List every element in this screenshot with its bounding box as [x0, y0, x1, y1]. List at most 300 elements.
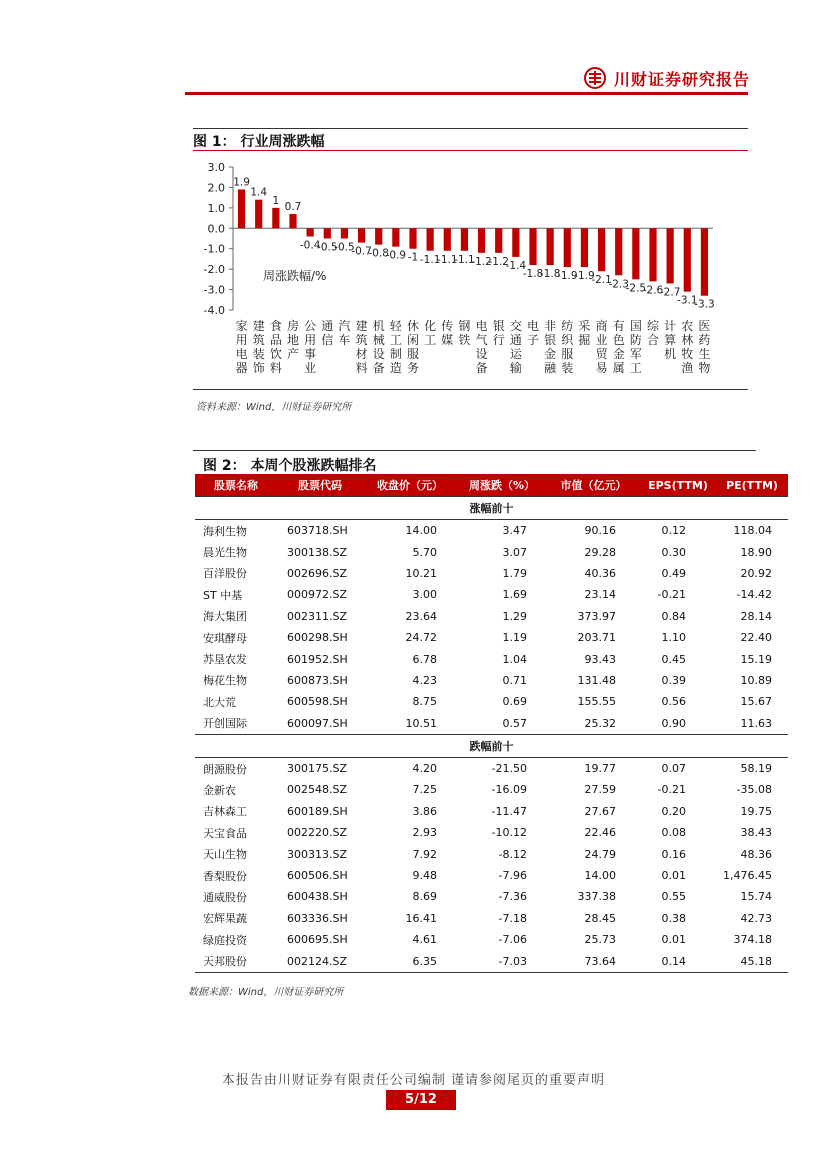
eps-ttm: 0.08	[661, 826, 686, 840]
market-cap: 73.64	[547, 950, 640, 972]
category-label	[527, 318, 539, 347]
eps-ttm: 0.01	[661, 869, 686, 883]
stock-code: 600873.SH	[287, 673, 348, 687]
pe-ttm: 374.18	[733, 933, 772, 947]
table-row	[195, 822, 788, 843]
category-label	[493, 319, 505, 347]
category-label	[681, 319, 693, 375]
category-label-char: 林	[681, 333, 694, 347]
eps-ttm: 0.90	[640, 713, 716, 735]
close-price: 16.41	[405, 911, 437, 925]
pe-ttm: 19.75	[740, 804, 772, 818]
weekly-change: 1.79	[502, 566, 527, 580]
section-gainers	[195, 497, 788, 520]
col-header-close: 收盘价（元）	[363, 474, 457, 497]
eps-ttm: 0.49	[661, 566, 686, 580]
category-label	[356, 318, 368, 375]
category-label-char: 家	[235, 319, 248, 333]
bar-value-label: -3.1	[677, 294, 698, 307]
stock-name: 金新农	[203, 783, 236, 797]
category-label-char: 掘	[578, 333, 591, 347]
weekly-change: 1.04	[502, 652, 527, 666]
bar	[461, 228, 468, 250]
eps-ttm: 0.20	[661, 804, 686, 818]
table-row	[195, 865, 788, 886]
eps-ttm: 0.16	[661, 847, 686, 861]
bar	[375, 228, 382, 244]
table-row	[195, 541, 788, 562]
figure2-title: 图 2： 本周个股涨跌幅排名	[203, 458, 377, 474]
bar	[427, 228, 434, 250]
weekly-change: -21.50	[491, 762, 527, 776]
bar-value-label: -1.2	[471, 255, 492, 268]
y-tick-label: -4.0	[203, 304, 225, 317]
bar-value-label: -2.3	[608, 278, 629, 291]
bar	[512, 228, 519, 257]
category-label-char: 造	[389, 361, 402, 375]
close-price: 4.23	[412, 673, 437, 687]
category-label-char: 综	[646, 319, 660, 333]
pe-ttm: 15.67	[740, 695, 772, 709]
close-price: 23.64	[405, 609, 437, 623]
close-price: 5.70	[412, 545, 437, 559]
stock-code: 600695.SH	[287, 933, 348, 947]
category-label-char: 品	[269, 333, 282, 347]
category-label-char: 备	[475, 361, 488, 375]
eps-ttm: 0.01	[661, 933, 686, 947]
category-label-char: 属	[612, 361, 625, 375]
category-label-char: 色	[612, 333, 625, 347]
bar	[615, 228, 622, 275]
stock-code: 300175.SZ	[287, 762, 348, 776]
weekly-change: -7.03	[457, 950, 547, 972]
category-label-char: 军	[629, 347, 642, 361]
eps-ttm: -0.21	[657, 588, 686, 602]
category-label-char: 通	[321, 319, 334, 333]
stock-code: 600097.SH	[277, 713, 363, 735]
category-label	[304, 319, 316, 375]
stock-code: 603718.SH	[287, 524, 348, 538]
stock-ranking-table	[195, 474, 788, 973]
col-header-market-cap: 市值（亿元）	[547, 474, 640, 497]
weekly-change: -16.09	[491, 783, 527, 797]
category-label	[630, 319, 642, 375]
bar-value-label: -2.6	[642, 284, 664, 297]
bar-value-label: -0.7	[351, 245, 372, 258]
market-cap: 90.16	[584, 524, 616, 538]
category-label	[458, 319, 470, 347]
category-label-char: 牧	[681, 347, 694, 361]
category-label-char: 地	[286, 333, 300, 347]
bar	[684, 228, 691, 291]
bar	[529, 228, 536, 265]
weekly-change: 0.71	[502, 673, 527, 687]
bar	[255, 200, 262, 229]
table-row	[195, 691, 788, 712]
category-label-char: 渔	[681, 361, 694, 375]
category-label-char: 物	[698, 361, 711, 375]
stock-code: 002548.SZ	[287, 783, 348, 797]
category-label	[390, 319, 403, 375]
category-label-char: 非	[544, 319, 557, 333]
figure1-source: 资料来源：Wind，川财证券研究所	[196, 402, 352, 413]
bar	[495, 228, 502, 253]
category-label-char: 融	[544, 361, 557, 375]
section-gainers-label: 涨幅前十	[195, 497, 788, 520]
close-price: 8.69	[412, 890, 437, 904]
market-cap: 24.79	[584, 847, 616, 861]
legend-label: 周涨跌幅/%	[263, 269, 327, 283]
stock-name: ST 中基	[203, 588, 243, 602]
category-labels	[236, 318, 711, 375]
col-header-code: 股票代码	[277, 474, 363, 497]
bar-value-label: -1.1	[437, 253, 458, 266]
category-label-char: 商	[595, 319, 608, 333]
close-price: 8.75	[412, 695, 437, 709]
bar-value-label: -1.1	[454, 253, 475, 266]
category-label-char: 筑	[355, 333, 368, 347]
category-label-char: 行	[492, 333, 505, 347]
stock-code: 002124.SZ	[277, 950, 363, 972]
category-label	[476, 318, 488, 375]
bar-value-label: -2.7	[659, 286, 681, 299]
weekly-change: 0.57	[457, 713, 547, 735]
table-row	[195, 713, 788, 735]
weekly-change: 1.29	[502, 609, 527, 623]
bar	[272, 208, 279, 228]
eps-ttm: 0.55	[661, 890, 686, 904]
bar	[598, 228, 605, 271]
market-cap: 40.36	[584, 566, 616, 580]
stock-code: 600438.SH	[287, 890, 348, 904]
category-label-char: 电	[235, 347, 248, 361]
category-label-char: 设	[475, 347, 488, 361]
category-label-char: 服	[406, 347, 420, 361]
category-label-char: 电	[526, 319, 540, 333]
category-label-char: 气	[475, 333, 488, 347]
bar-value-label: -2.5	[625, 282, 647, 295]
section-losers-label: 跌幅前十	[195, 734, 788, 757]
category-label-char: 机	[372, 319, 385, 333]
category-label-char: 备	[372, 361, 385, 375]
pe-ttm: 28.14	[740, 609, 772, 623]
category-label-char: 合	[646, 333, 660, 347]
bar-value-label: 0.7	[284, 200, 302, 213]
bar-value-label: 1.4	[250, 186, 268, 199]
eps-ttm: 0.84	[661, 609, 686, 623]
brand-name: 川财证券研究报告	[614, 69, 751, 89]
category-label-char: 用	[235, 333, 248, 347]
stock-name: 晨光生物	[203, 546, 247, 560]
col-header-pe: PE(TTM)	[716, 474, 788, 497]
category-label	[664, 318, 676, 361]
category-label	[698, 319, 710, 375]
col-header-eps: EPS(TTM)	[640, 474, 716, 497]
category-label	[561, 319, 574, 375]
figure2-source: 数据来源：Wind，川财证券研究所	[188, 987, 344, 998]
close-price: 24.72	[405, 631, 437, 645]
category-label-char: 休	[406, 319, 420, 333]
bar	[632, 228, 639, 279]
market-cap: 22.46	[584, 826, 616, 840]
category-label-char: 运	[509, 347, 522, 361]
category-label-char: 器	[235, 361, 248, 375]
category-label-char: 业	[595, 333, 608, 347]
table-header-row	[195, 474, 788, 497]
weekly-change: -10.12	[491, 826, 527, 840]
pe-ttm: 11.63	[716, 713, 788, 735]
bar-value-label: -1.9	[557, 270, 578, 283]
market-cap: 25.73	[584, 933, 616, 947]
bar-value-label: -1.8	[539, 268, 561, 281]
col-header-change: 周涨跌（%）	[457, 474, 547, 497]
category-label-char: 材	[355, 347, 368, 361]
stock-name: 吉林森工	[203, 805, 247, 819]
category-label-char: 建	[355, 319, 368, 333]
category-label-char: 务	[406, 361, 420, 375]
category-label-char: 料	[269, 361, 282, 375]
category-label-char: 工	[629, 361, 642, 375]
stock-name: 通威股份	[203, 890, 247, 904]
category-label-char: 电	[475, 319, 488, 333]
weekly-change: -7.96	[498, 869, 527, 883]
pe-ttm: 15.74	[740, 890, 772, 904]
category-label	[424, 319, 436, 347]
stock-name: 香梨股份	[203, 869, 247, 883]
eps-ttm: 0.12	[661, 524, 686, 538]
header-rule	[185, 92, 748, 95]
pe-ttm: 10.89	[740, 673, 772, 687]
bar	[358, 228, 365, 242]
category-label-char: 工	[389, 333, 402, 347]
market-cap: 19.77	[584, 762, 616, 776]
pe-ttm: 58.19	[740, 762, 772, 776]
category-label-char: 媒	[441, 333, 454, 347]
table-row	[195, 908, 788, 929]
brand-logo-icon	[584, 67, 606, 89]
category-label-char: 信	[321, 333, 334, 347]
category-label-char: 化	[424, 319, 437, 333]
category-label-char: 公	[304, 319, 317, 333]
report-brand	[584, 66, 750, 90]
footer-disclaimer: 本报告由川财证券有限责任公司编制 谨请参阅尾页的重要声明	[221, 1073, 606, 1088]
weekly-change: 3.47	[502, 524, 527, 538]
category-label-char: 有	[612, 319, 625, 333]
market-cap: 131.48	[577, 673, 616, 687]
eps-ttm: 0.30	[661, 545, 686, 559]
bar-value-label: 1	[272, 194, 280, 207]
bar-value-label: -0.8	[368, 247, 389, 260]
stock-code: 000972.SZ	[287, 588, 348, 602]
category-label-char: 建	[252, 319, 265, 333]
category-label-char: 金	[544, 347, 557, 361]
table-row	[195, 648, 788, 669]
stock-code: 600298.SH	[287, 631, 348, 645]
category-label	[373, 318, 385, 375]
bar	[444, 228, 451, 250]
category-label-char: 铁	[458, 333, 471, 347]
bar-value-label: -0.9	[385, 249, 407, 262]
eps-ttm: 0.39	[661, 673, 686, 687]
weekly-change: -7.06	[498, 933, 527, 947]
stock-name: 梅花生物	[203, 674, 247, 688]
pe-ttm: 20.92	[740, 566, 772, 580]
bar	[667, 228, 674, 283]
stock-code: 600189.SH	[287, 804, 348, 818]
bar	[564, 228, 571, 267]
pe-ttm: -14.42	[736, 588, 772, 602]
stock-name: 天宝食品	[203, 826, 247, 840]
figure1-title: 图 1： 行业周涨跌幅	[193, 134, 325, 150]
category-label-char: 业	[304, 361, 317, 375]
category-label	[596, 318, 609, 375]
bar	[289, 214, 296, 228]
category-label-char: 通	[509, 333, 522, 347]
close-price: 2.93	[412, 826, 437, 840]
table-row	[195, 606, 788, 627]
bar	[701, 228, 708, 295]
pe-ttm: 42.73	[740, 911, 772, 925]
table-row	[195, 929, 788, 950]
category-label-char: 纺	[561, 319, 574, 333]
bar-value-label: -3.3	[694, 298, 715, 311]
stock-name: 天山生物	[203, 848, 247, 862]
weekly-change: -7.36	[498, 890, 527, 904]
category-label-char: 输	[509, 361, 522, 375]
bar-value-label: -2.1	[591, 274, 612, 287]
y-tick-label: -2.0	[203, 263, 225, 277]
close-price: 6.78	[412, 652, 437, 666]
market-cap: 337.38	[577, 890, 616, 904]
weekly-change: 1.69	[502, 588, 527, 602]
category-label	[510, 319, 523, 375]
category-label-char: 饮	[269, 347, 282, 361]
market-cap: 29.28	[584, 545, 616, 559]
pe-ttm: 38.43	[740, 826, 772, 840]
market-cap: 28.45	[584, 911, 616, 925]
category-label-char: 料	[355, 361, 368, 375]
section-losers	[195, 734, 788, 757]
category-label-char: 食	[269, 319, 282, 333]
category-label-char: 金	[612, 347, 625, 361]
y-tick-label: -1.0	[203, 242, 225, 256]
weekly-change: -11.47	[491, 804, 527, 818]
close-price: 3.86	[412, 804, 437, 818]
category-label	[407, 319, 419, 375]
category-label-char: 传	[441, 319, 454, 333]
category-label-char: 织	[561, 333, 574, 347]
eps-ttm: 0.56	[661, 695, 686, 709]
y-tick-label: 1.0	[207, 201, 225, 215]
eps-ttm: 0.07	[661, 762, 686, 776]
bar-value-label: -1.8	[522, 268, 544, 281]
stock-code: 300138.SZ	[287, 545, 348, 559]
category-label-char: 钢	[458, 319, 471, 333]
category-label-char: 贸	[595, 347, 608, 361]
pe-ttm: 15.19	[740, 652, 772, 666]
table-row	[195, 801, 788, 822]
bar	[547, 228, 554, 265]
bar	[392, 228, 399, 246]
close-price: 6.35	[363, 950, 457, 972]
close-price: 4.61	[412, 933, 437, 947]
stock-name: 北大荒	[203, 695, 236, 709]
market-cap: 373.97	[577, 609, 616, 623]
y-tick-label: 2.0	[207, 181, 225, 195]
bar-value-label: -0.5	[334, 241, 355, 254]
category-label-char: 采	[578, 319, 591, 333]
table-row	[195, 757, 788, 779]
category-label	[338, 319, 350, 347]
pe-ttm: -35.08	[736, 783, 772, 797]
stock-code: 002696.SZ	[287, 566, 348, 580]
table-row	[195, 520, 788, 542]
table-row	[195, 627, 788, 648]
table-row	[195, 843, 788, 864]
pe-ttm: 118.04	[733, 524, 772, 538]
category-label-char: 计	[664, 319, 677, 333]
category-label-char: 防	[629, 333, 642, 347]
bar	[649, 228, 656, 281]
pe-ttm: 22.40	[740, 631, 772, 645]
category-label-char: 房	[286, 319, 300, 333]
table-row	[195, 950, 788, 972]
stock-name: 海利生物	[203, 524, 247, 538]
bar-value-label: -1.4	[505, 259, 527, 272]
pe-ttm: 18.90	[740, 545, 772, 559]
eps-ttm: 1.10	[661, 631, 686, 645]
page-number: 5/12	[386, 1090, 456, 1110]
close-price: 4.20	[412, 762, 437, 776]
category-label-char: 药	[698, 333, 711, 347]
category-label-char: 易	[595, 361, 608, 375]
close-price: 3.00	[412, 588, 437, 602]
stock-code: 601952.SH	[287, 652, 348, 666]
category-label	[578, 319, 590, 347]
category-label-char: 设	[372, 347, 385, 361]
data-labels	[233, 176, 714, 310]
bar	[341, 228, 348, 238]
stock-name: 海大集团	[203, 610, 247, 624]
category-label-char: 银	[492, 319, 505, 333]
stock-name: 百洋股份	[203, 567, 247, 581]
figure1-title-rule	[193, 150, 748, 151]
category-label	[287, 318, 299, 361]
stock-code: 603336.SH	[287, 911, 348, 925]
stock-code: 600598.SH	[287, 695, 348, 709]
category-label-char: 交	[509, 319, 522, 333]
bar	[324, 228, 331, 238]
eps-ttm: 0.38	[661, 911, 686, 925]
pe-ttm: 45.18	[716, 950, 788, 972]
market-cap: 14.00	[584, 869, 616, 883]
category-label-char: 算	[664, 333, 677, 347]
bar	[238, 189, 245, 228]
category-label-char: 轻	[389, 319, 402, 333]
category-label-char: 服	[561, 347, 574, 361]
category-label-char: 筑	[252, 333, 265, 347]
market-cap: 155.55	[577, 695, 616, 709]
category-label-char: 饰	[252, 361, 265, 375]
figure2-top-rule	[193, 450, 756, 451]
category-label-char: 机	[664, 347, 677, 361]
category-label	[613, 319, 625, 375]
category-label-char: 银	[544, 333, 557, 347]
bar	[581, 228, 588, 267]
category-label-char: 汽	[338, 319, 351, 333]
stock-name: 苏垦农发	[203, 653, 247, 667]
bar-value-label: -1.2	[488, 255, 509, 268]
